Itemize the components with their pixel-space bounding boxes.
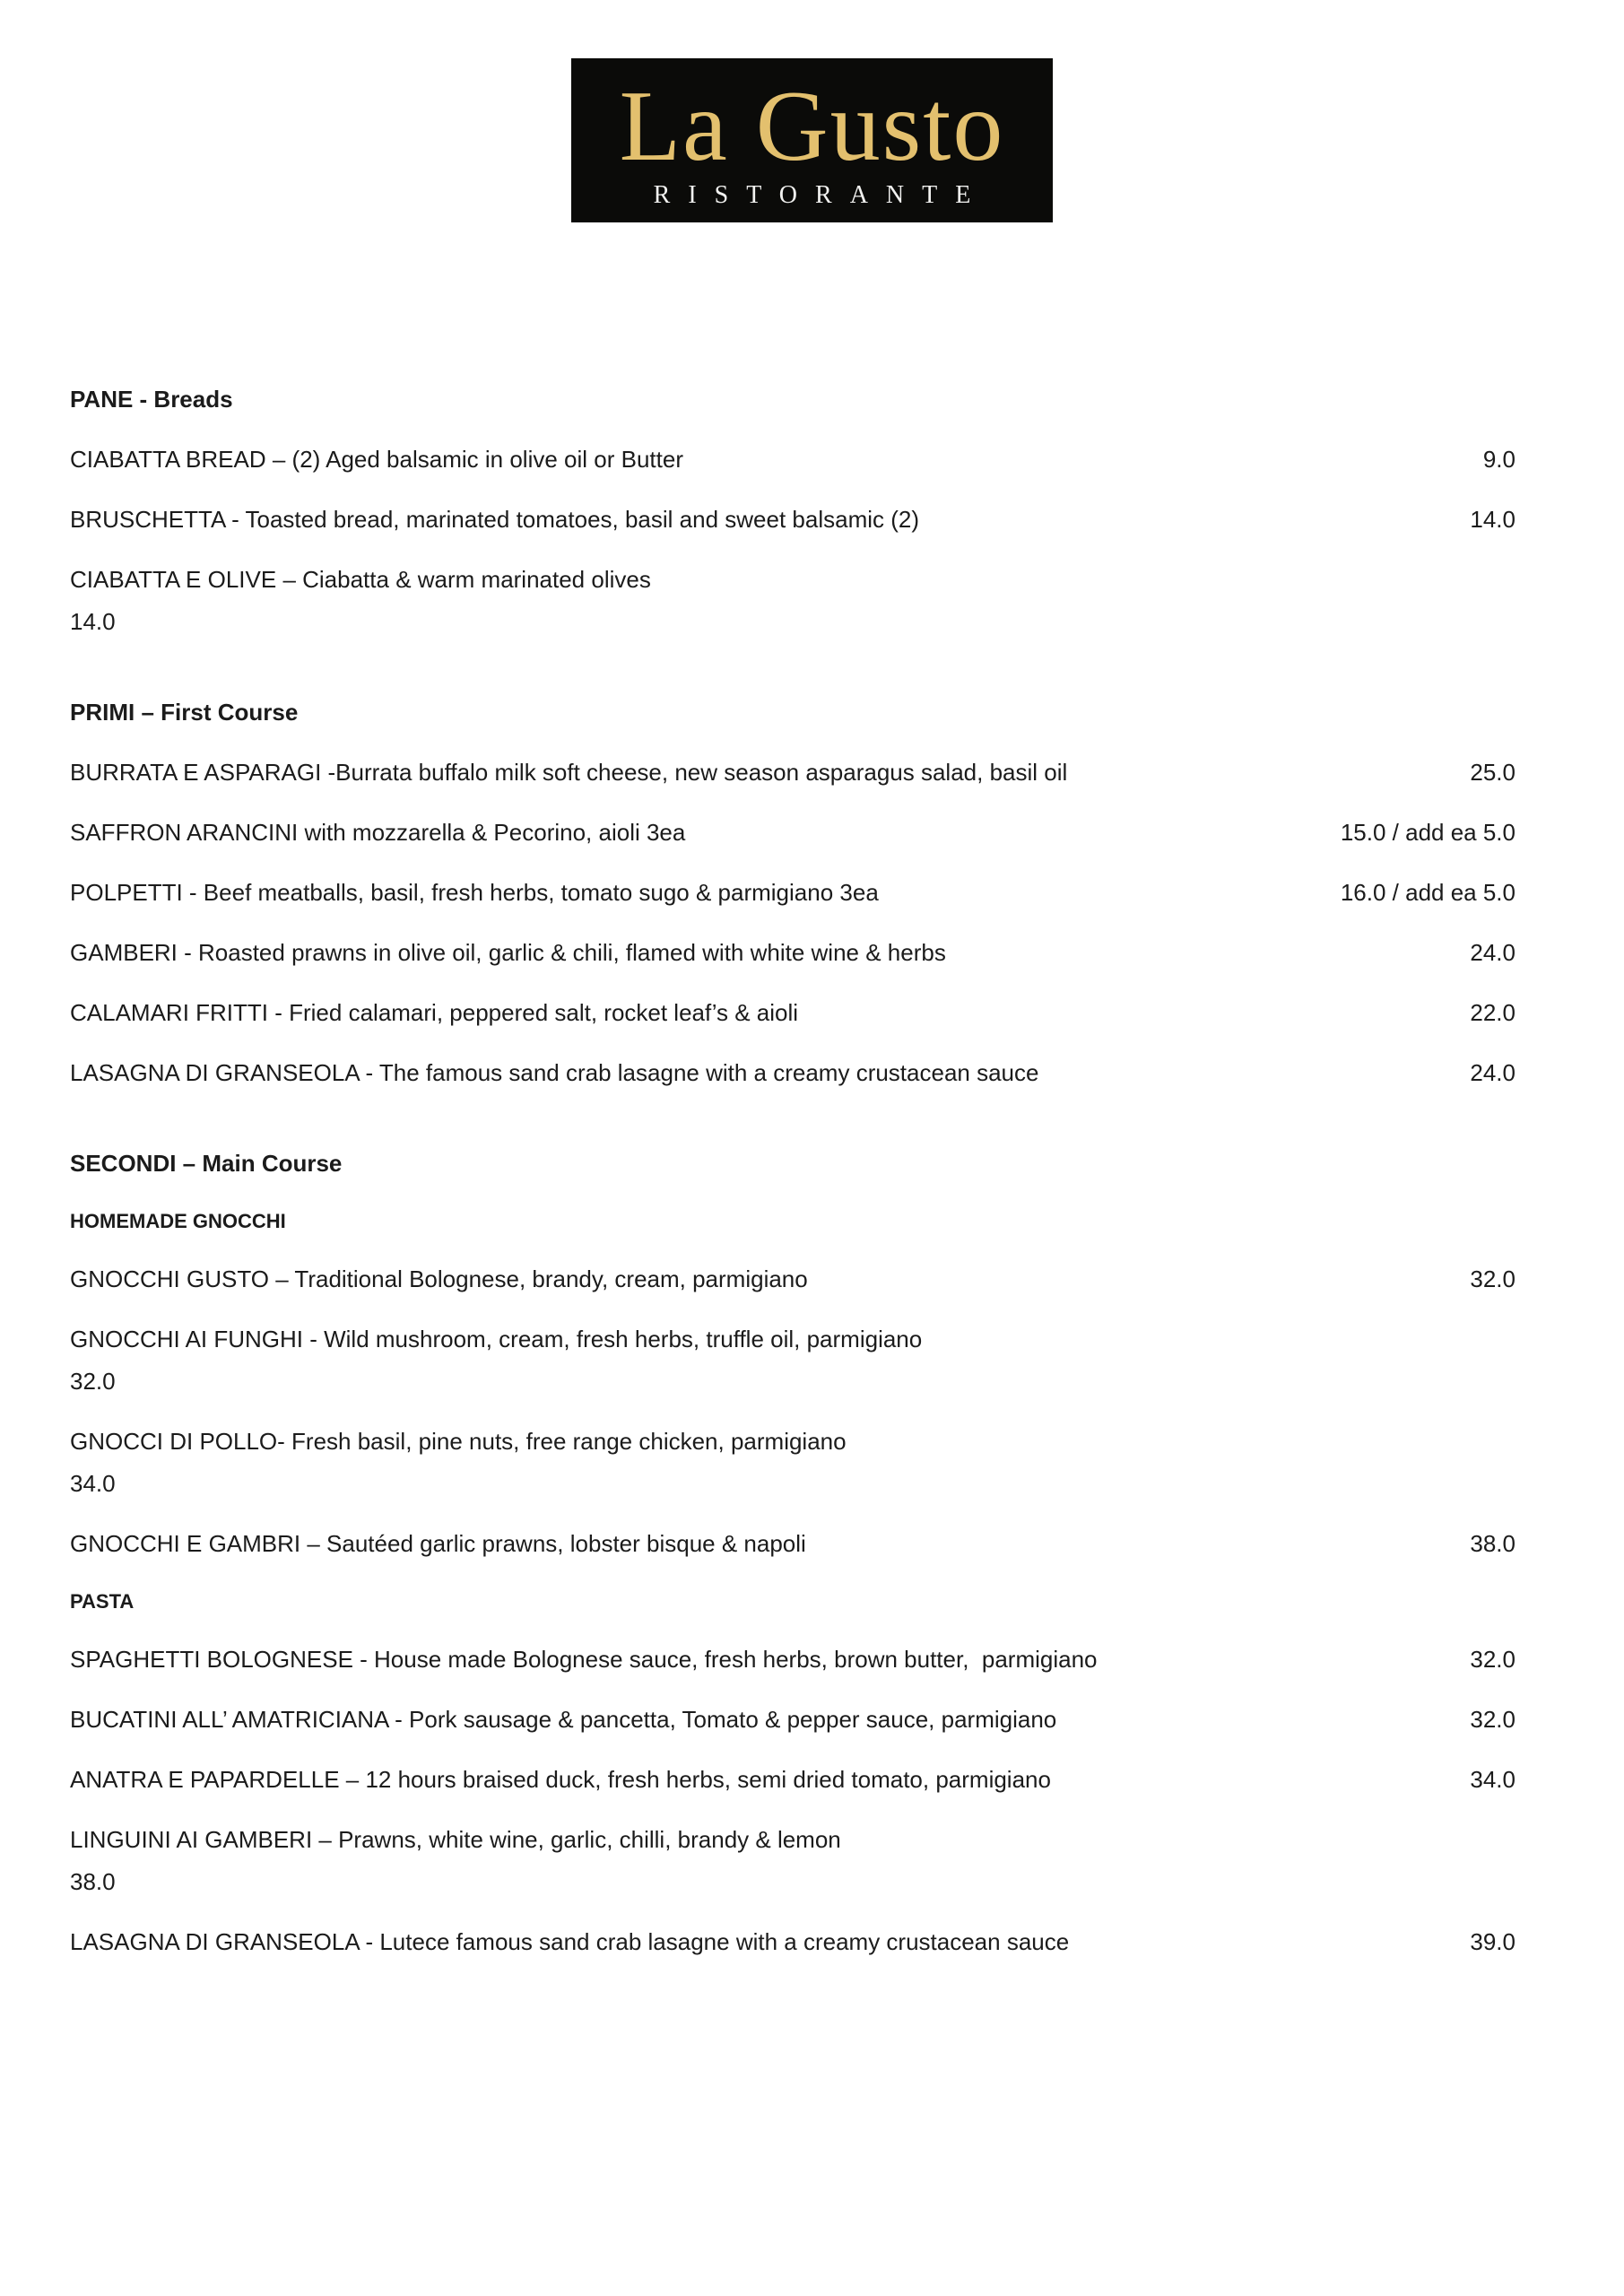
item-description: BUCATINI ALL’ AMATRICIANA - Pork sausage & pancetta, Tomato & pepper sauce, parmigiano <box>70 1706 1057 1733</box>
menu-item <box>70 506 1515 534</box>
item-price: 14.0 <box>1470 506 1515 533</box>
menu-item <box>70 1928 1515 1956</box>
item-price: 25.0 <box>1470 759 1515 786</box>
section-items <box>70 446 1515 636</box>
menu-item-line <box>70 1826 1515 1854</box>
section-heading: PANE - Breads <box>70 386 233 413</box>
item-description: ANATRA E PAPARDELLE – 12 hours braised duck, fresh herbs, semi dried tomato, parmigiano <box>70 1766 1051 1793</box>
menu-item-line <box>70 1928 1515 1956</box>
menu-item <box>70 446 1515 474</box>
item-description: POLPETTI - Beef meatballs, basil, fresh herbs, tomato sugo & parmigiano 3ea <box>70 879 879 906</box>
menu-item-line <box>70 999 1515 1027</box>
menu-item-line <box>70 1059 1515 1087</box>
item-description: GNOCCHI AI FUNGHI - Wild mushroom, cream, fresh herbs, truffle oil, parmigiano <box>70 1326 923 1352</box>
item-price: 32.0 <box>1470 1265 1515 1292</box>
menu-item <box>70 1530 1515 1558</box>
item-description: CIABATTA E OLIVE – Ciabatta & warm marinated olives <box>70 566 651 593</box>
item-description: BURRATA E ASPARAGI -Burrata buffalo milk soft cheese, new season asparagus salad, basil oil <box>70 759 1068 786</box>
menu-item <box>70 999 1515 1027</box>
section-heading: PRIMI – First Course <box>70 699 299 726</box>
menu-item <box>70 759 1515 787</box>
logo-title: La Gusto <box>619 71 1005 183</box>
menu-item-line <box>70 939 1515 967</box>
menu-section-pane <box>70 386 1515 636</box>
item-description: LINGUINI AI GAMBERI – Prawns, white wine, garlic, chilli, brandy & lemon <box>70 1826 841 1853</box>
menu-item-line <box>70 506 1515 534</box>
section-items <box>70 1265 1515 1558</box>
item-description: SAFFRON ARANCINI with mozzarella & Pecorino, aioli 3ea <box>70 819 686 846</box>
menu-item-line <box>70 1326 1515 1353</box>
menu-item-line <box>70 1530 1515 1558</box>
menu-section-homemade-gnocchi <box>70 1210 1515 1558</box>
item-description: GNOCCHI E GAMBRI – Sautéed garlic prawns, lobster bisque & napoli <box>70 1530 806 1557</box>
menu-item <box>70 1326 1515 1396</box>
item-price: 24.0 <box>1470 1059 1515 1086</box>
item-description: GAMBERI - Roasted prawns in olive oil, garlic & chili, flamed with white wine & herbs <box>70 939 946 966</box>
menu-item-line <box>70 759 1515 787</box>
menu-item <box>70 1265 1515 1293</box>
item-price: 9.0 <box>1482 446 1515 473</box>
section-items <box>70 1646 1515 1956</box>
item-price: 38.0 <box>70 1868 116 1895</box>
item-price: 16.0 / add ea 5.0 <box>1340 879 1515 906</box>
item-description: GNOCCI DI POLLO- Fresh basil, pine nuts, free range chicken, parmigiano <box>70 1428 847 1455</box>
item-price: 15.0 / add ea 5.0 <box>1340 819 1515 846</box>
section-heading: SECONDI – Main Course <box>70 1150 343 1177</box>
item-price: 24.0 <box>1470 939 1515 966</box>
menu-item <box>70 1706 1515 1734</box>
menu-item-line <box>70 1646 1515 1674</box>
item-description: SPAGHETTI BOLOGNESE - House made Bolognese sauce, fresh herbs, brown butter, parmigiano <box>70 1646 1098 1673</box>
menu-item-line <box>70 1766 1515 1794</box>
menu-item <box>70 879 1515 907</box>
menu-item-line <box>70 446 1515 474</box>
menu-item-line <box>70 1428 1515 1456</box>
section-items <box>70 759 1515 1087</box>
item-price: 38.0 <box>1470 1530 1515 1557</box>
section-heading: HOMEMADE GNOCCHI <box>70 1210 286 1232</box>
menu-item <box>70 939 1515 967</box>
menu-item <box>70 1646 1515 1674</box>
item-price: 39.0 <box>1470 1928 1515 1955</box>
section-heading: PASTA <box>70 1590 135 1613</box>
item-price: 34.0 <box>1470 1766 1515 1793</box>
menu-item-line <box>70 1265 1515 1293</box>
item-price: 14.0 <box>70 608 116 635</box>
item-description: CALAMARI FRITTI - Fried calamari, peppered salt, rocket leaf’s & aioli <box>70 999 799 1026</box>
item-description: LASAGNA DI GRANSEOLA - Lutece famous sand crab lasagne with a creamy crustacean sauce <box>70 1928 1070 1955</box>
menu-item <box>70 1059 1515 1087</box>
item-description: GNOCCHI GUSTO – Traditional Bolognese, brandy, cream, parmigiano <box>70 1265 808 1292</box>
restaurant-logo <box>571 58 1053 222</box>
item-price: 22.0 <box>1470 999 1515 1026</box>
menu-item <box>70 1428 1515 1498</box>
menu-item-line <box>70 566 1515 594</box>
item-description: LASAGNA DI GRANSEOLA - The famous sand crab lasagne with a creamy crustacean sauce <box>70 1059 1039 1086</box>
menu-item-line <box>70 819 1515 847</box>
menu-item-line <box>70 879 1515 907</box>
menu-item-line <box>70 1706 1515 1734</box>
item-price: 32.0 <box>1470 1646 1515 1673</box>
item-description: CIABATTA BREAD – (2) Aged balsamic in olive oil or Butter <box>70 446 683 473</box>
logo-subtitle: RISTORANTE <box>653 181 989 210</box>
item-description: BRUSCHETTA - Toasted bread, marinated tomatoes, basil and sweet balsamic (2) <box>70 506 920 533</box>
menu-body <box>70 386 1515 1956</box>
menu-section-primi <box>70 699 1515 1087</box>
menu-item <box>70 819 1515 847</box>
item-price: 34.0 <box>70 1470 116 1497</box>
menu-item <box>70 1766 1515 1794</box>
item-price: 32.0 <box>70 1368 116 1395</box>
menu-section-secondi <box>70 1150 1515 1178</box>
menu-item <box>70 1826 1515 1896</box>
item-price: 32.0 <box>1470 1706 1515 1733</box>
menu-section-pasta <box>70 1590 1515 1956</box>
menu-item <box>70 566 1515 636</box>
